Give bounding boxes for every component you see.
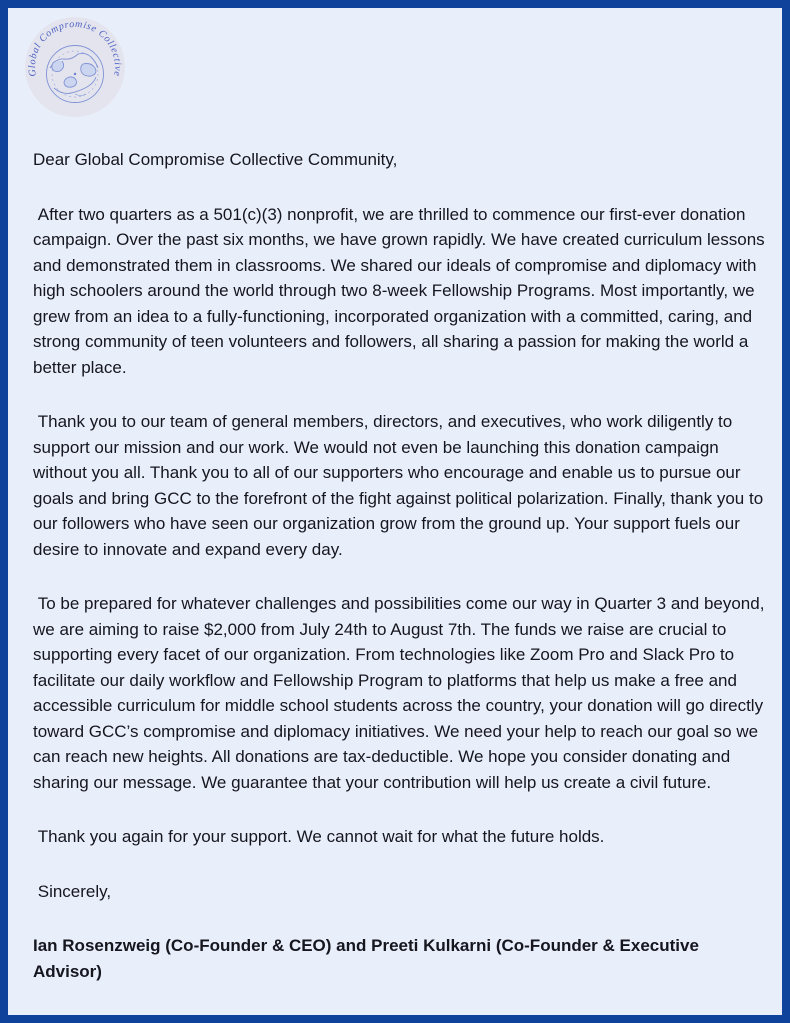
paragraph-thanks-team: Thank you to our team of general members, directors, and executives, who work diligently to support our mission and our work. We would not even be launching this donation campaign without you all. Thank you to all of our supporters who encourage and enable us to pursue our goals and bring GCC to the forefront of the fight against political polarization. Finally, thank you to our followers who have seen our organization grow from the ground up. Your support fuels our desire to innovate and expand every day. <box>33 412 768 559</box>
salutation: Dear Global Compromise Collective Community, <box>33 150 398 169</box>
paragraph-fundraising-goal: To be prepared for whatever challenges and possibilities come our way in Quarter 3 and beyond, we are aiming to raise $2,000 from July 24th to August 7th. The funds we raise are crucial to supporting every facet of our organization. From technologies like Zoom Pro and Slack Pro to facilitate our daily workflow and Fellowship Program to platforms that help us make a free and accessible curriculum for middle school students across the country, your donation will go directly toward GCC’s compromise and diplomacy initiatives. We need your help to reach our goal so we can reach new heights. All donations are tax-deductible. We hope you consider donating and sharing our message. We guarantee that your contribution will help us create a civil future. <box>33 594 770 792</box>
paragraph-closing-thanks: Thank you again for your support. We cannot wait for what the future holds. <box>33 827 605 846</box>
paragraph-intro: After two quarters as a 501(c)(3) nonprofit, we are thrilled to commence our first-ever donation campaign. Over the past six months, we have grown rapidly. We have created curriculum lessons and demonstrated them in classrooms. We shared our ideals of compromise and diplomacy with high schoolers around the world through two 8-week Fellowship Programs. Most importantly, we grew from an idea to a fully-functioning, incorporated organization with a committed, caring, and strong community of teen volunteers and followers, all sharing a passion for making the world a better place. <box>33 204 770 377</box>
signature-line: Ian Rosenzweig (Co-Founder & CEO) and Preeti Kulkarni (Co-Founder & Executive Advisor) <box>33 936 703 981</box>
logo-arc-text: Global Compromise Collective <box>26 18 124 78</box>
organization-logo <box>25 17 125 117</box>
signoff: Sincerely, <box>33 881 112 901</box>
letter-body <box>33 147 768 984</box>
globe-logo-icon <box>25 17 125 117</box>
